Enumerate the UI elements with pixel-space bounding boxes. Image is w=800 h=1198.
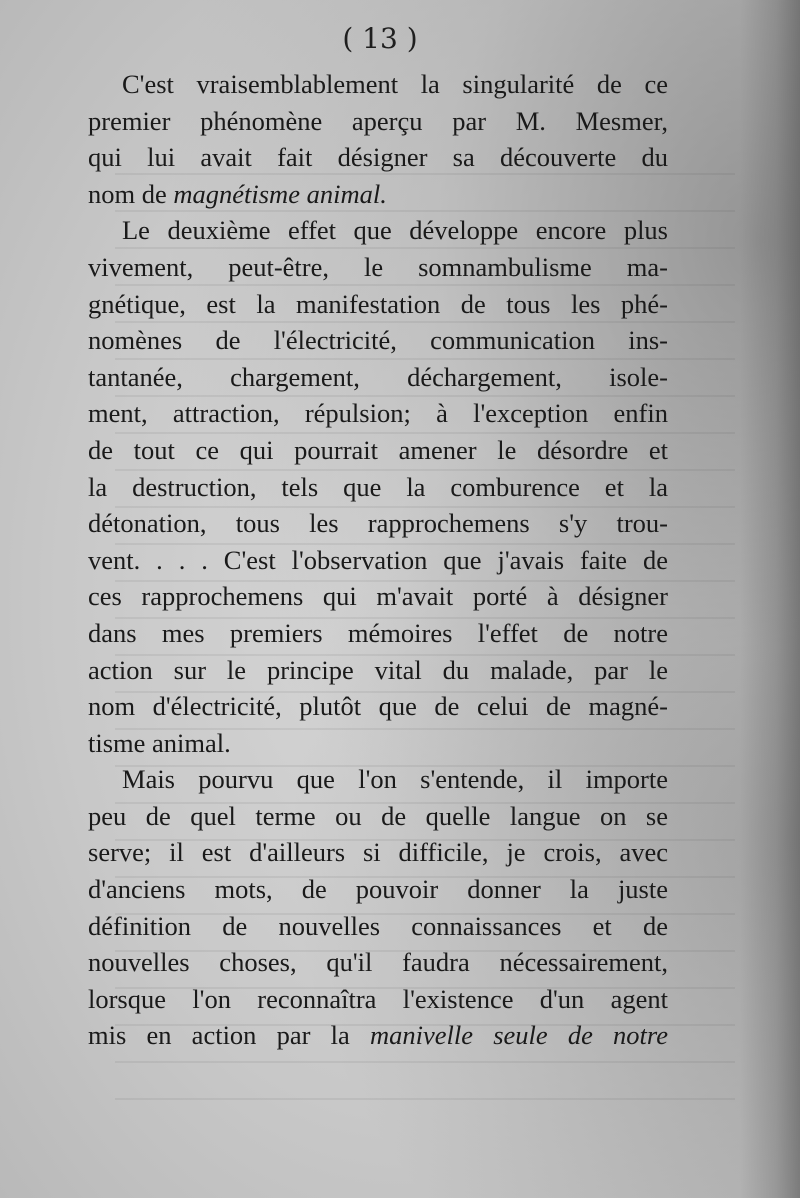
text-line: C'est vraisemblablement la singularité de ce — [122, 69, 668, 99]
text-line: tantanée, chargement, déchargement, isole- — [88, 361, 668, 392]
text-line: ces rapprochemens qui m'avait porté à désigner — [88, 581, 668, 612]
text-line: nouvelles choses, qu'il faudra nécessairement, — [88, 947, 668, 978]
text-run: nom de — [88, 178, 174, 209]
text-line: serve; il est d'ailleurs si difficile, je crois, avec — [88, 837, 668, 868]
text-line: lorsque l'on reconnaîtra l'existence d'un agent — [88, 983, 668, 1014]
text-line: vivement, peut-être, le somnambulisme ma- — [88, 251, 668, 282]
text-line: qui lui avait fait désigner sa découverte du — [88, 142, 668, 173]
text-line: de tout ce qui pourrait amener le désordre et — [88, 434, 668, 465]
italic-phrase: manivelle seule de notre — [369, 1020, 668, 1051]
text-line: premier phénomène aperçu par M. Mesmer, — [88, 105, 668, 136]
italic-term: magnétisme animal. — [173, 178, 387, 209]
text-line: d'anciens mots, de pouvoir donner la juste — [88, 874, 668, 905]
text-line: détonation, tous les rapprochemens s'y trou- — [88, 508, 668, 539]
text-line: définition de nouvelles connaissances et de — [88, 910, 668, 941]
text-line: dans mes premiers mémoires l'effet de notre — [88, 617, 668, 648]
page-edge-shadow — [740, 0, 800, 1198]
text-line — [88, 1017, 668, 1054]
text-line: vent. . . . C'est l'observation que j'avais faite de — [88, 544, 668, 575]
paragraph-1 — [88, 66, 668, 212]
text-line: la destruction, tels que la comburence et la — [88, 471, 668, 502]
text-line: peu de quel terme ou de quelle langue on se — [88, 800, 668, 831]
text-line: gnétique, est la manifestation de tous les phé- — [88, 288, 668, 319]
text-line: Mais pourvu que l'on s'entende, il importe — [122, 764, 668, 795]
text-line: ment, attraction, répulsion; à l'exception enfin — [88, 398, 668, 429]
text-line — [88, 176, 668, 213]
body-text — [88, 66, 668, 1054]
text-line: nom d'électricité, plutôt que de celui de magné- — [88, 691, 668, 722]
text-run: mis en action par la — [88, 1020, 370, 1051]
paragraph-2 — [88, 212, 668, 761]
text-line: tisme animal. — [88, 727, 231, 758]
page-number: ( 13 ) — [342, 22, 418, 55]
text-line: nomènes de l'électricité, communication ins- — [88, 325, 668, 356]
paragraph-3 — [88, 761, 668, 1054]
text-line: action sur le principe vital du malade, par le — [88, 654, 668, 685]
text-line: Le deuxième effet que développe encore plus — [122, 215, 668, 246]
